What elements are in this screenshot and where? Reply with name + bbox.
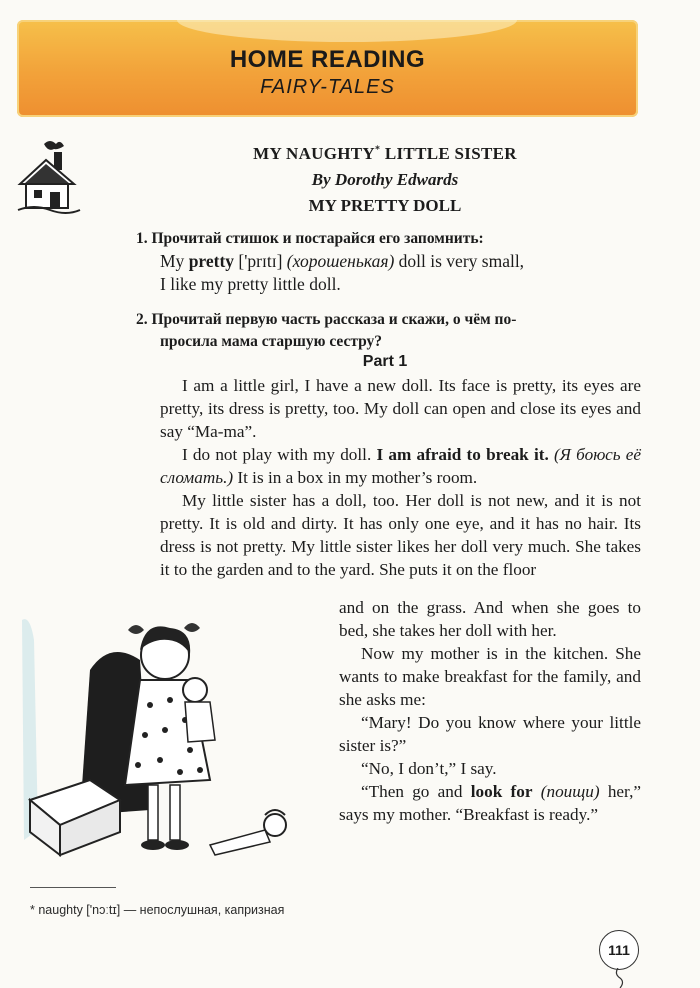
story-text bbox=[160, 374, 641, 581]
footnote-divider bbox=[30, 887, 116, 888]
paragraph-1: I am a little girl, I have a new doll. Its face is pretty, its eyes are pretty, its dress is pretty, too. My doll can open and close its eyes and say “Ma-ma”. bbox=[160, 376, 641, 441]
chapter-title: MY PRETTY DOLL bbox=[308, 196, 462, 215]
banner-title: HOME READING bbox=[229, 46, 426, 73]
poem bbox=[160, 250, 650, 296]
section-banner bbox=[17, 20, 638, 117]
story-title: MY NAUGHTY* LITTLE SISTER bbox=[253, 144, 517, 163]
paragraph-4: Now my mother is in the kitchen. She wants to make breakfast for the family, and she asks me: bbox=[339, 644, 641, 709]
paragraph-2: I do not play with my doll. I am afraid to break it. (Я боюсь её сломать.) It is in a box in my mother’s room. bbox=[160, 445, 641, 487]
paragraph-3: My little sister has a doll, too. Her doll is not new, and it is not pretty. It is old and dirty. It has only one eye, and it has no hair. Its dress is not pretty. My little sister likes her doll very much. She takes it to the garden and to the yard. She puts it on the floor bbox=[160, 491, 641, 579]
banner-subtitle: FAIRY-TALES bbox=[260, 76, 395, 98]
balloon-string-icon bbox=[600, 968, 640, 988]
footnote-marker: * bbox=[375, 144, 381, 156]
poem-line-1: My pretty ['prɪtɪ] (хорошенькая) doll is very small, bbox=[160, 251, 525, 271]
banner-decoration bbox=[177, 20, 517, 42]
part-heading: Part 1 bbox=[362, 353, 408, 370]
girl-with-doll-illustration bbox=[20, 610, 330, 870]
home-reading-house-icon bbox=[14, 138, 84, 218]
paragraph-7: “Then go and look for (поищи) her,” says my mother. “Breakfast is ready.” bbox=[339, 782, 641, 824]
paragraph-6: “No, I don’t,” I say. bbox=[361, 759, 497, 778]
footnote: * naughty ['nɔːtɪ] — непослушная, капризная bbox=[30, 903, 285, 917]
paragraph-5: “Mary! Do you know where your little sister is?” bbox=[339, 713, 641, 755]
poem-line-2: I like my pretty little doll. bbox=[160, 274, 341, 294]
story-text-column bbox=[339, 596, 641, 826]
page-number: 111 bbox=[599, 930, 639, 970]
story-author: By Dorothy Edwards bbox=[311, 170, 459, 189]
task-1-instruction: 1. Прочитай стишок и постарайся его запомнить: bbox=[136, 230, 484, 247]
paragraph-3-continued: and on the grass. And when she goes to bed, she takes her doll with her. bbox=[339, 598, 641, 640]
task-2-instruction: 2. Прочитай первую часть рассказа и скажи, о чём по- просила мама старшую сестру? bbox=[136, 311, 517, 350]
